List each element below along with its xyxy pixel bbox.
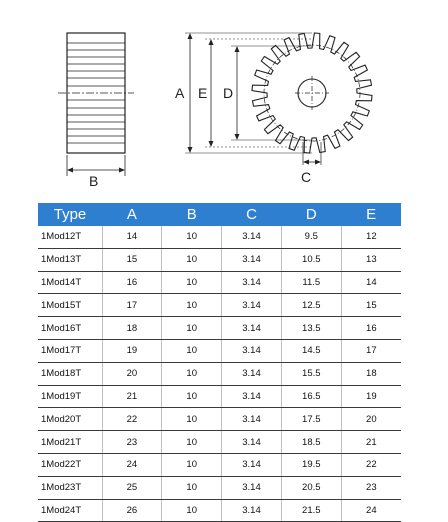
cell-value: 10 [162, 453, 222, 476]
cell-value: 10 [162, 339, 222, 362]
cell-value: 3.14 [222, 431, 282, 454]
cell-value: 10 [162, 226, 222, 248]
cell-value: 10 [162, 271, 222, 294]
cell-value: 3.14 [222, 226, 282, 248]
cell-type: 1Mod13T [38, 248, 102, 271]
table-row [38, 499, 401, 522]
cell-value: 3.14 [222, 408, 282, 431]
label-a: A [175, 85, 185, 101]
cell-value: 12 [341, 226, 401, 248]
cell-type: 1Mod19T [38, 385, 102, 408]
cell-value: 15 [102, 248, 162, 271]
spec-table-body [38, 226, 401, 522]
cell-value: 14.5 [281, 339, 341, 362]
table-row [38, 248, 401, 271]
table-row [38, 226, 401, 248]
cell-value: 16 [341, 317, 401, 340]
table-row [38, 271, 401, 294]
table-row [38, 339, 401, 362]
cell-value: 22 [102, 408, 162, 431]
table-row [38, 317, 401, 340]
cell-value: 21 [341, 431, 401, 454]
cell-value: 3.14 [222, 476, 282, 499]
gear-front-view [252, 33, 372, 153]
cell-type: 1Mod21T [38, 431, 102, 454]
cell-value: 10 [162, 499, 222, 522]
cell-value: 10.5 [281, 248, 341, 271]
cell-value: 15.5 [281, 362, 341, 385]
cell-value: 9.5 [281, 226, 341, 248]
cell-value: 20 [341, 408, 401, 431]
cell-value: 18.5 [281, 431, 341, 454]
cell-value: 10 [162, 476, 222, 499]
gear-technical-drawing [0, 0, 448, 200]
cell-value: 10 [162, 431, 222, 454]
cell-type: 1Mod17T [38, 339, 102, 362]
cell-value: 17 [341, 339, 401, 362]
cell-value: 3.14 [222, 362, 282, 385]
cell-value: 19.5 [281, 453, 341, 476]
cell-type: 1Mod20T [38, 408, 102, 431]
cell-value: 19 [341, 385, 401, 408]
cell-value: 13.5 [281, 317, 341, 340]
cell-value: 20.5 [281, 476, 341, 499]
cell-value: 3.14 [222, 499, 282, 522]
table-row [38, 294, 401, 317]
cell-value: 3.14 [222, 248, 282, 271]
table-row [38, 362, 401, 385]
cell-value: 14 [102, 226, 162, 248]
cell-value: 19 [102, 339, 162, 362]
cell-value: 12.5 [281, 294, 341, 317]
cell-type: 1Mod16T [38, 317, 102, 340]
cell-value: 14 [341, 271, 401, 294]
cell-value: 3.14 [222, 317, 282, 340]
spec-table-header [38, 203, 401, 226]
cell-value: 10 [162, 362, 222, 385]
cell-value: 21 [102, 385, 162, 408]
cell-value: 10 [162, 317, 222, 340]
cell-value: 23 [341, 476, 401, 499]
table-row [38, 385, 401, 408]
cell-value: 10 [162, 248, 222, 271]
cell-value: 21.5 [281, 499, 341, 522]
cell-type: 1Mod12T [38, 226, 102, 248]
header-a: A [102, 203, 162, 226]
cell-type: 1Mod15T [38, 294, 102, 317]
cell-value: 23 [102, 431, 162, 454]
table-row [38, 453, 401, 476]
header-d: D [281, 203, 341, 226]
cell-value: 15 [341, 294, 401, 317]
cell-value: 25 [102, 476, 162, 499]
table-row [38, 408, 401, 431]
cell-value: 17.5 [281, 408, 341, 431]
cell-value: 16 [102, 271, 162, 294]
header-type: Type [38, 203, 102, 226]
cell-value: 3.14 [222, 339, 282, 362]
cell-value: 3.14 [222, 271, 282, 294]
cell-value: 22 [341, 453, 401, 476]
header-c: C [222, 203, 282, 226]
cell-type: 1Mod23T [38, 476, 102, 499]
cell-value: 11.5 [281, 271, 341, 294]
cell-type: 1Mod24T [38, 499, 102, 522]
header-e: E [341, 203, 401, 226]
cell-value: 26 [102, 499, 162, 522]
cell-type: 1Mod14T [38, 271, 102, 294]
header-b: B [162, 203, 222, 226]
cell-value: 3.14 [222, 453, 282, 476]
cell-type: 1Mod22T [38, 453, 102, 476]
cell-type: 1Mod18T [38, 362, 102, 385]
cell-value: 16.5 [281, 385, 341, 408]
cell-value: 3.14 [222, 385, 282, 408]
cell-value: 10 [162, 385, 222, 408]
cell-value: 24 [341, 499, 401, 522]
gear-side-view [58, 33, 134, 153]
cell-value: 10 [162, 294, 222, 317]
cell-value: 18 [341, 362, 401, 385]
cell-value: 13 [341, 248, 401, 271]
label-c: C [301, 169, 312, 185]
table-row [38, 431, 401, 454]
cell-value: 17 [102, 294, 162, 317]
label-b: B [89, 173, 99, 189]
label-d: D [223, 85, 234, 101]
cell-value: 18 [102, 317, 162, 340]
label-e: E [198, 85, 208, 101]
cell-value: 10 [162, 408, 222, 431]
cell-value: 20 [102, 362, 162, 385]
spec-table [38, 203, 401, 522]
cell-value: 3.14 [222, 294, 282, 317]
cell-value: 24 [102, 453, 162, 476]
